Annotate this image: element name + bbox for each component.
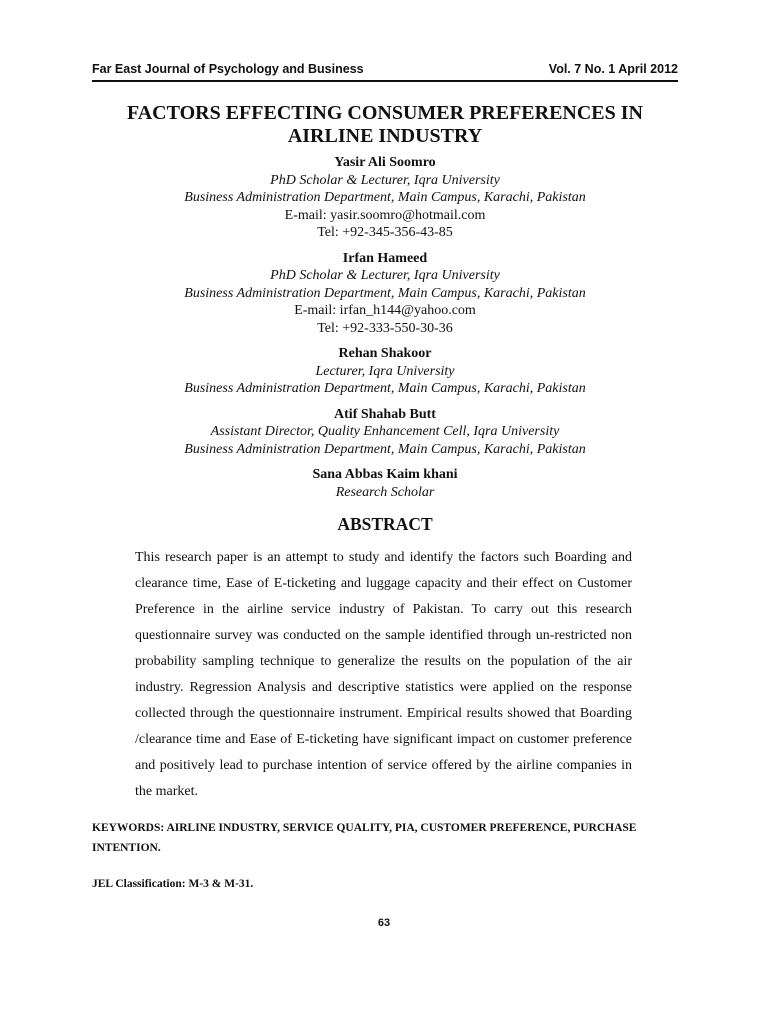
author-role: Lecturer, Iqra University <box>315 363 455 379</box>
author-role: Research Scholar <box>335 484 435 500</box>
author-phone: Tel: +92-333-550-30-36 <box>317 320 453 336</box>
author-block <box>92 345 678 398</box>
author-department: Business Administration Department, Main Campus, Karachi, Pakistan <box>184 285 586 301</box>
abstract-heading: ABSTRACT <box>337 514 433 534</box>
author-block <box>92 406 678 459</box>
author-email: E-mail: yasir.soomro@hotmail.com <box>284 207 486 223</box>
author-role: PhD Scholar & Lecturer, Iqra University <box>270 172 500 188</box>
running-header <box>92 62 678 82</box>
author-name: Yasir Ali Soomro <box>334 155 436 170</box>
author-name: Atif Shahab Butt <box>334 406 436 422</box>
author-block <box>92 250 678 338</box>
jel-classification: JEL Classification: M-3 & M-31. <box>92 878 254 890</box>
author-name: Sana Abbas Kaim khani <box>312 467 458 482</box>
keywords: KEYWORDS: AIRLINE INDUSTRY, SERVICE QUALITY, PIA, CUSTOMER PREFERENCE, PURCHASE INTENTION. <box>92 822 637 854</box>
journal-name: Far East Journal of Psychology and Business <box>92 62 364 76</box>
author-block <box>92 466 678 501</box>
author-list <box>92 154 678 509</box>
volume-issue: Vol. 7 No. 1 April 2012 <box>548 62 678 76</box>
author-name: Rehan Shakoor <box>338 346 432 361</box>
author-block <box>92 154 678 242</box>
author-role: Assistant Director, Quality Enhancement Cell, Iqra University <box>210 424 560 439</box>
author-department: Business Administration Department, Main Campus, Karachi, Pakistan <box>184 190 586 205</box>
page-number: 63 <box>377 917 391 929</box>
author-phone: Tel: +92-345-356-43-85 <box>317 225 453 240</box>
abstract-text: This research paper is an attempt to study and identify the factors such Boarding and clearance time, Ease of E-ticketing and luggage capacity and their effect on Customer Preference in the airline service industry of Pakistan. To carry out this research questionnaire survey was conducted on the sample identified through un-restricted non probability sampling technique to generalize the results on the population of the air industry. Regression Analysis and descriptive statistics were applied on the response collected through the questionnaire instrument. Empirical results showed that Boarding /clearance time and Ease of E-ticketing have significant impact on customer preference and positively lead to purchase intention of service offered by the airline companies in the market. <box>135 550 632 799</box>
author-name: Irfan Hameed <box>342 250 428 266</box>
author-department: Business Administration Department, Main Campus, Karachi, Pakistan <box>184 381 586 396</box>
paper-title: FACTORS EFFECTING CONSUMER PREFERENCES IN AIRLINE INDUSTRY <box>127 102 643 147</box>
author-role: PhD Scholar & Lecturer, Iqra University <box>270 268 500 283</box>
author-email: E-mail: irfan_h144@yahoo.com <box>294 303 476 318</box>
author-department: Business Administration Department, Main Campus, Karachi, Pakistan <box>184 441 586 457</box>
